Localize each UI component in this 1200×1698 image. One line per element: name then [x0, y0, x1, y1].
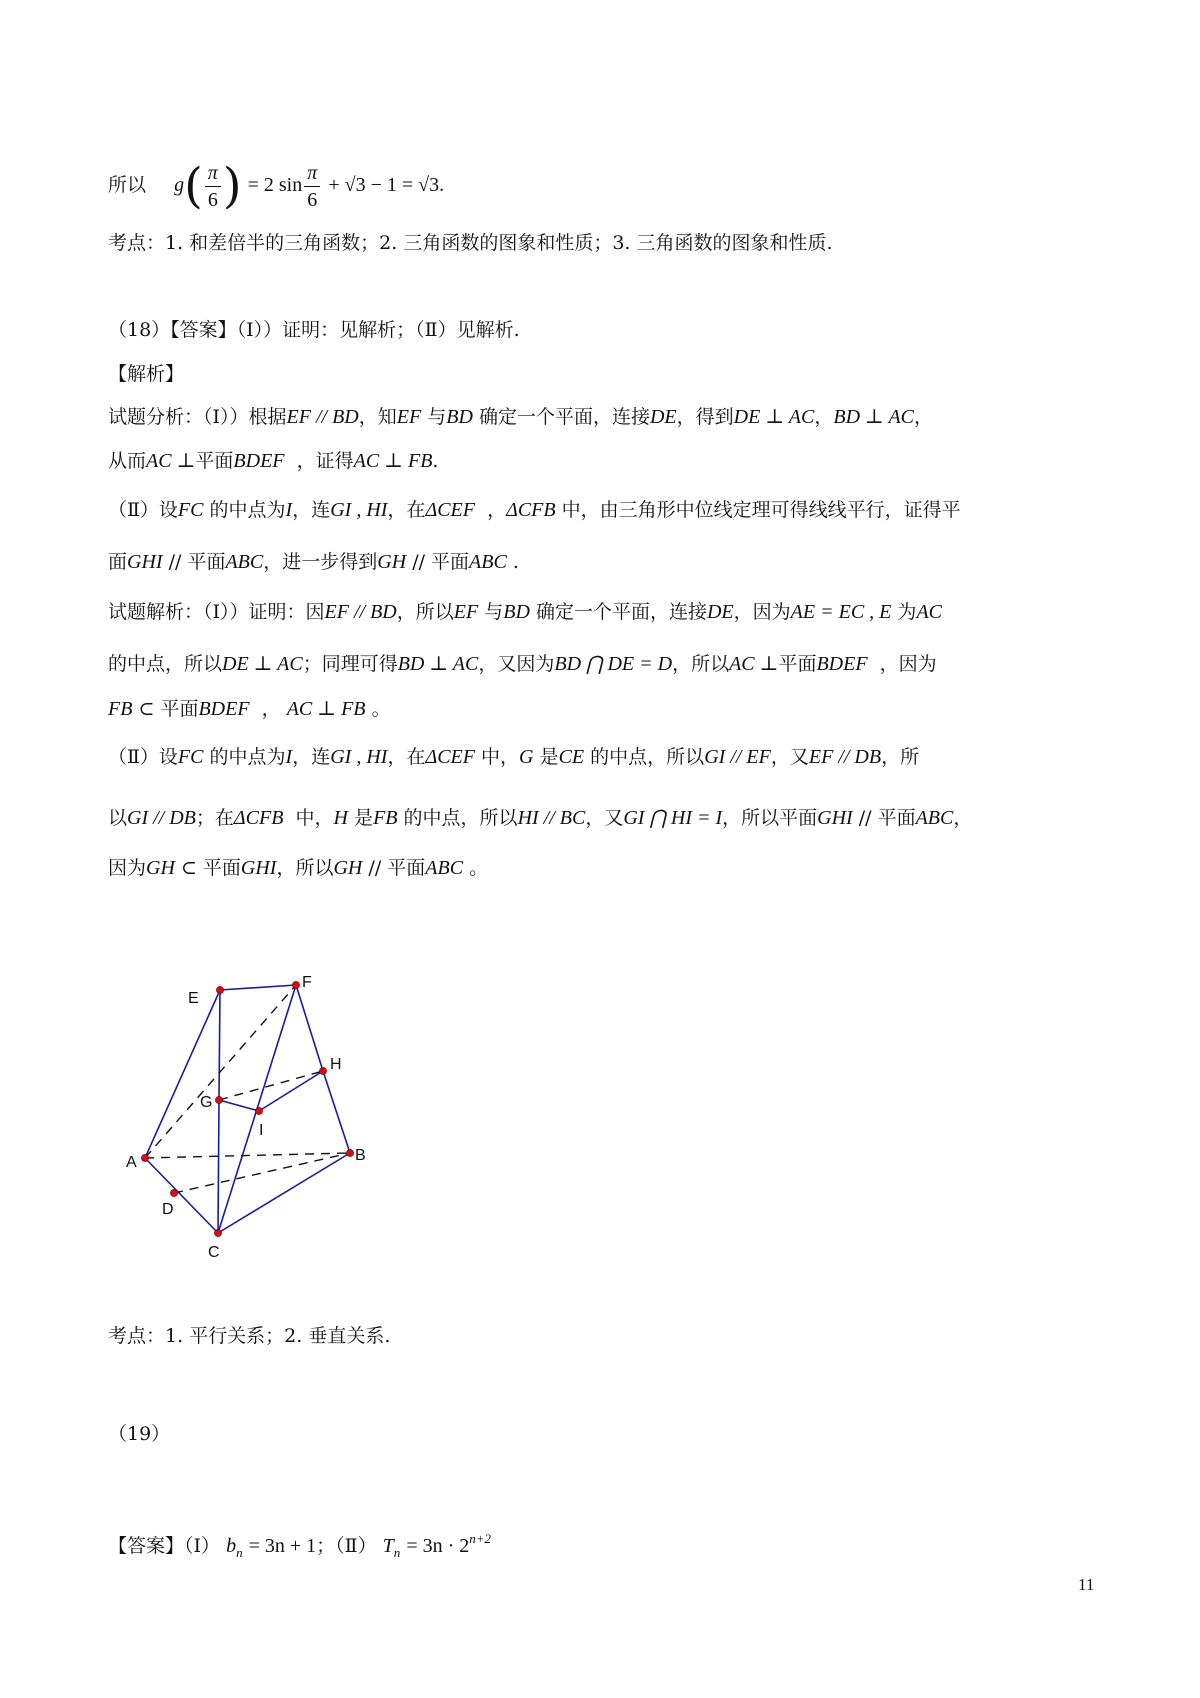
math: ABC	[469, 551, 507, 573]
text: 与	[484, 601, 504, 623]
text: ，	[487, 499, 507, 521]
q19-answer-line	[108, 1524, 1098, 1568]
edge-GH	[219, 1071, 323, 1100]
text: 中，	[295, 807, 334, 829]
edge-CB	[218, 1153, 350, 1233]
fraction-pi-6-second	[304, 160, 320, 213]
formula-part-a: = 2 sin	[247, 174, 303, 196]
point-A	[141, 1154, 148, 1161]
text: ，连	[292, 746, 331, 768]
text: 确定一个平面，连接	[478, 406, 650, 428]
point-H	[319, 1067, 326, 1074]
math: ABC	[915, 807, 954, 829]
label-I: I	[259, 1122, 264, 1139]
text: 。	[371, 698, 391, 720]
vertex-labels	[126, 974, 366, 1261]
geometry-figure	[110, 974, 370, 1295]
text: 与	[427, 406, 447, 428]
math: GI , HI	[330, 746, 388, 768]
math: ΔCEF	[425, 746, 475, 768]
text: 是	[354, 807, 374, 829]
text: ，进一步得到	[263, 551, 378, 573]
solution-line-4	[108, 742, 1098, 772]
math: = 3n + 1	[248, 1535, 317, 1557]
math: FB	[373, 807, 398, 829]
math: ΔCFB	[233, 807, 284, 829]
text: 为	[897, 601, 917, 623]
math: AE = EC , E	[790, 601, 892, 623]
math: GHI	[127, 551, 163, 573]
math: EF // BD	[286, 406, 359, 428]
fraction-denominator: 6	[307, 188, 318, 211]
text: ，又	[585, 807, 624, 829]
text: ，在	[387, 499, 426, 521]
math: ABC	[425, 857, 464, 879]
fraction-denominator: 6	[207, 188, 218, 211]
text: 试题分析：（Ⅰ））根据	[108, 406, 287, 428]
math: GH	[333, 857, 363, 879]
math: EF	[396, 406, 422, 428]
edge-EG	[219, 990, 220, 1100]
text: ，知	[358, 406, 397, 428]
math: H	[333, 807, 348, 829]
point-D	[170, 1189, 177, 1196]
text: 【答案】（Ⅰ）	[108, 1535, 221, 1557]
text: ，证得	[296, 450, 354, 472]
point-G	[215, 1096, 222, 1103]
formula-line	[108, 155, 1098, 215]
text: ，因为	[733, 601, 791, 623]
text: 试题解析：（Ⅰ））证明：因	[108, 601, 325, 623]
math: CE	[558, 746, 585, 768]
math: GI ⋂ HI = I	[623, 807, 723, 829]
math: G	[519, 746, 534, 768]
text: 的中点为	[209, 746, 286, 768]
math: BDEF	[816, 653, 868, 675]
label-F: F	[302, 974, 312, 991]
edge-HB	[323, 1071, 350, 1153]
kaodian-line-1: 考点：1. 和差倍半的三角函数；2. 三角函数的图象和性质；3. 三角函数的图象和性质.	[108, 232, 833, 254]
math: DE	[649, 406, 677, 428]
text: ，因为	[879, 653, 937, 675]
analysis-line-2	[108, 446, 1098, 476]
text: // 平面	[168, 551, 226, 573]
text: // 平面	[368, 857, 426, 879]
edge-EA	[145, 990, 220, 1158]
math: ABC	[225, 551, 264, 573]
text: .	[432, 450, 439, 472]
edge-IH	[259, 1071, 323, 1111]
text: ，连	[292, 499, 331, 521]
math: BD	[446, 406, 473, 428]
edge-GC	[218, 1100, 219, 1233]
point-E	[216, 986, 223, 993]
kaodian-line-2: 考点：1. 平行关系；2. 垂直关系.	[108, 1325, 391, 1347]
math: I	[285, 746, 293, 768]
text: ，所以平面	[722, 807, 818, 829]
text: ，	[261, 698, 281, 720]
q19-heading: （19）	[108, 1423, 171, 1445]
label-H: H	[330, 1056, 342, 1073]
text-prefix: 所以	[108, 174, 147, 196]
edge-AB	[145, 1153, 350, 1158]
math: BD ⋂ DE = D	[554, 653, 673, 675]
text: ，所以	[672, 653, 730, 675]
text: ，又	[770, 746, 809, 768]
math: GH	[146, 857, 175, 879]
left-paren: (	[184, 158, 203, 214]
text: 平面	[778, 653, 817, 675]
text: ；同理可得	[302, 653, 398, 675]
page-number: 11	[1078, 1575, 1095, 1594]
analysis-line-3	[108, 495, 1098, 525]
math-T: T	[382, 1535, 394, 1557]
text: （Ⅱ）设	[108, 746, 178, 768]
text: 是	[539, 746, 559, 768]
subscript: n	[236, 1545, 243, 1560]
math: FB	[108, 698, 133, 720]
fraction-pi-6	[205, 160, 221, 213]
math: AC ⊥ FB	[353, 450, 433, 472]
text: ⊂ 平面	[180, 857, 241, 879]
math: GH	[377, 551, 407, 573]
point-B	[346, 1149, 353, 1156]
text: 因为	[108, 857, 147, 879]
right-paren: )	[222, 158, 242, 214]
math: DE ⊥ AC	[222, 653, 303, 675]
function-g: g	[174, 174, 185, 196]
edge-AC	[145, 1158, 218, 1233]
label-D: D	[162, 1201, 174, 1218]
math: EF	[453, 601, 479, 623]
math: I	[285, 499, 293, 521]
math: ΔCEF	[425, 499, 475, 521]
text: ，	[914, 406, 934, 428]
solution-line-6	[108, 853, 1098, 883]
text: ，所以	[396, 601, 454, 623]
math: DE	[706, 601, 734, 623]
math: EF // BD	[324, 601, 397, 623]
text: （Ⅱ）设	[108, 499, 178, 521]
text: // 平面	[412, 551, 470, 573]
text: ，	[953, 807, 973, 829]
math: AC	[916, 601, 942, 623]
text: 平面	[195, 450, 234, 472]
text: ，在	[387, 746, 426, 768]
math: GI // DB	[127, 807, 196, 829]
solution-line-1	[108, 597, 1098, 627]
edge-DB	[174, 1153, 350, 1193]
math: FC	[177, 499, 204, 521]
edge-EF	[220, 985, 296, 990]
edge-FH	[296, 985, 323, 1071]
label-B: B	[355, 1147, 366, 1164]
math: = 3n · 2	[406, 1535, 470, 1557]
text: ；在	[195, 807, 234, 829]
text: ，又因为	[478, 653, 555, 675]
label-C: C	[208, 1244, 220, 1261]
fraction-numerator: π	[304, 160, 320, 187]
math: AC ⊥	[729, 653, 779, 675]
point-F	[292, 981, 299, 988]
label-E: E	[188, 990, 199, 1007]
solution-line-5	[108, 803, 1098, 833]
fraction-numerator: π	[205, 160, 221, 187]
point-C	[214, 1229, 221, 1236]
text: 从而	[108, 450, 147, 472]
math: BD ⊥ AC	[833, 406, 915, 428]
point-I	[255, 1107, 262, 1114]
q18-answer-line: （18）【答案】（Ⅰ））证明：见解析；（Ⅱ）见解析.	[108, 319, 520, 341]
text: 的中点，所以	[108, 653, 223, 675]
text: ，所以	[276, 857, 334, 879]
math: AC ⊥	[146, 450, 196, 472]
math-b: b	[226, 1535, 237, 1557]
formula-part-b: + √3 − 1 = √3.	[328, 174, 445, 196]
text: 。	[469, 857, 489, 879]
text: ；（Ⅱ）	[316, 1535, 377, 1557]
math: GHI	[240, 857, 277, 879]
text: 的中点，所以	[403, 807, 518, 829]
math: BDEF	[198, 698, 250, 720]
text: 中，	[481, 746, 520, 768]
math: AC ⊥ FB	[286, 698, 366, 720]
text: ⊂ 平面	[138, 698, 199, 720]
text: 面	[108, 551, 128, 573]
math: GHI	[817, 807, 853, 829]
label-A: A	[126, 1154, 137, 1171]
text: .	[512, 551, 519, 573]
text: ，	[814, 406, 834, 428]
text: 以	[108, 807, 128, 829]
text: // 平面	[858, 807, 916, 829]
analysis-line-1	[108, 402, 1098, 432]
solution-line-2	[108, 649, 1098, 679]
math: EF // DB	[808, 746, 882, 768]
text: ，得到	[676, 406, 734, 428]
math: FC	[177, 746, 204, 768]
superscript: n+2	[469, 1531, 492, 1546]
math: HI // BC	[517, 807, 586, 829]
math: DE ⊥ AC	[733, 406, 815, 428]
subscript: n	[393, 1545, 401, 1560]
solution-line-3	[108, 694, 1098, 724]
math: ΔCFB	[506, 499, 556, 521]
math: BD	[503, 601, 530, 623]
analysis-line-4	[108, 547, 1098, 577]
label-G: G	[200, 1094, 213, 1111]
math: BD ⊥ AC	[397, 653, 479, 675]
math: BDEF	[233, 450, 285, 472]
math: GI , HI	[330, 499, 388, 521]
edge-GI	[219, 1100, 259, 1111]
math: GI // EF	[704, 746, 771, 768]
vertex-dots	[141, 981, 353, 1236]
text: ，所	[881, 746, 920, 768]
text: 的中点，所以	[590, 746, 705, 768]
text: 中，由三角形中位线定理可得线线平行，证得平	[561, 499, 961, 521]
text: 的中点为	[209, 499, 286, 521]
text: 确定一个平面，连接	[535, 601, 707, 623]
jiexi-heading: 【解析】	[108, 363, 185, 385]
